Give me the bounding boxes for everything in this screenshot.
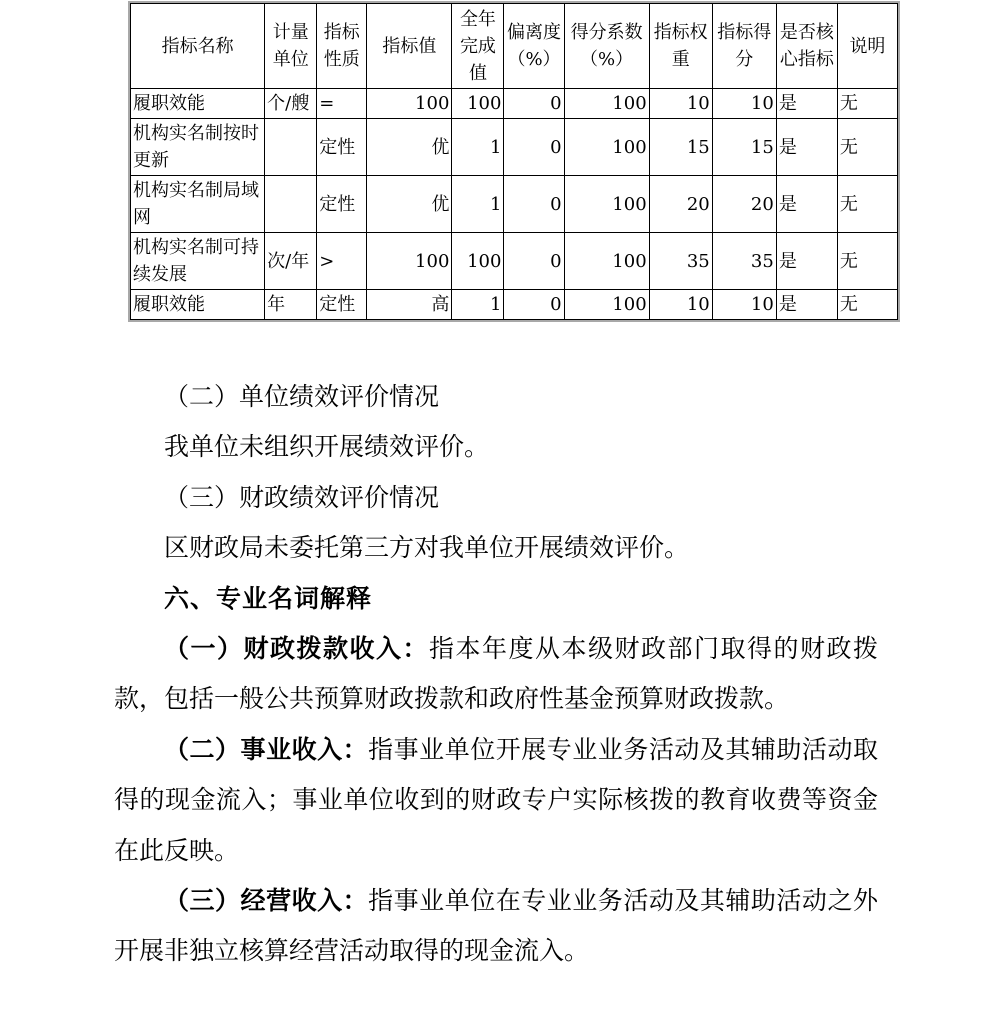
- table-row: [131, 233, 898, 290]
- table-cell: 无: [837, 233, 897, 290]
- table-cell: 100: [564, 290, 649, 320]
- table-row: [131, 89, 898, 119]
- table-cell: 0: [504, 233, 564, 290]
- column-header: 指标权重: [649, 4, 712, 89]
- table-cell: 100: [367, 233, 452, 290]
- table-cell: >: [317, 233, 367, 290]
- table-cell: 履职效能: [131, 89, 265, 119]
- table-cell: 15: [712, 119, 776, 176]
- paragraph-fiscal-eval: 区财政局未委托第三方对我单位开展绩效评价。: [164, 533, 690, 563]
- table-cell: 35: [649, 233, 712, 290]
- table-cell: 35: [712, 233, 776, 290]
- table-cell: 高: [367, 290, 452, 320]
- table-cell: 年: [265, 290, 317, 320]
- column-header: 得分系数（%）: [564, 4, 649, 89]
- table-cell: 定性: [317, 290, 367, 320]
- table-cell: 20: [712, 176, 776, 233]
- column-header: 计量单位: [265, 4, 317, 89]
- table-cell: 0: [504, 89, 564, 119]
- table-cell: 是: [776, 290, 837, 320]
- table-cell: 履职效能: [131, 290, 265, 320]
- table-cell: [265, 176, 317, 233]
- table-cell: 无: [837, 290, 897, 320]
- table-cell: 是: [776, 233, 837, 290]
- glossary-term: （二）事业收入：: [164, 734, 369, 764]
- glossary-definition: 指本年度从本级财政部门取得的财政拨款，包括一般公共预算财政拨款和政府性基金预算财政拨款。: [114, 634, 878, 714]
- table-cell: 100: [564, 233, 649, 290]
- table-row: [131, 176, 898, 233]
- table-cell: 10: [712, 89, 776, 119]
- table-cell: 1: [452, 290, 504, 320]
- table-cell: 100: [452, 233, 504, 290]
- table-cell: 机构实名制可持续发展: [131, 233, 265, 290]
- table-cell: 1: [452, 176, 504, 233]
- glossary-definition: 指事业单位在专业业务活动及其辅助活动之外开展非独立核算经营活动取得的现金流入。: [114, 886, 878, 966]
- table-cell: 20: [649, 176, 712, 233]
- column-header: 是否核心指标: [776, 4, 837, 89]
- column-header: 指标名称: [131, 4, 265, 89]
- glossary-term: （三）经营收入：: [164, 886, 369, 916]
- section-heading-fiscal-eval: （三）财政绩效评价情况: [164, 482, 440, 512]
- document-text: [114, 372, 878, 977]
- glossary-definition: 指事业单位开展专业业务活动及其辅助活动取得的现金流入；事业单位收到的财政专户实际核拨的教育收费等资金在此反映。: [114, 734, 878, 865]
- column-header: 偏离度（%）: [504, 4, 564, 89]
- table-cell: 10: [649, 290, 712, 320]
- column-header: 说明: [837, 4, 897, 89]
- table-cell: 100: [564, 176, 649, 233]
- table-cell: 次/年: [265, 233, 317, 290]
- table-cell: 是: [776, 176, 837, 233]
- column-header: 全年完成值: [452, 4, 504, 89]
- section-heading-glossary: 六、专业名词解释: [164, 583, 373, 613]
- table-cell: 0: [504, 290, 564, 320]
- table-cell: 优: [367, 176, 452, 233]
- glossary-term: （一）财政拨款收入：: [164, 634, 429, 664]
- table-cell: =: [317, 89, 367, 119]
- table-cell: [265, 119, 317, 176]
- column-header: 指标值: [367, 4, 452, 89]
- table-cell: 无: [837, 89, 897, 119]
- column-header: 指标得分: [712, 4, 776, 89]
- table-cell: 优: [367, 119, 452, 176]
- indicator-table-wrap: [128, 1, 900, 322]
- table-row: [131, 119, 898, 176]
- section-heading-unit-eval: （二）单位绩效评价情况: [164, 382, 440, 411]
- table-cell: 15: [649, 119, 712, 176]
- table-cell: 100: [367, 89, 452, 119]
- indicator-table-head: [131, 4, 898, 89]
- table-cell: 定性: [317, 119, 367, 176]
- table-cell: 机构实名制局域网: [131, 176, 265, 233]
- table-cell: 定性: [317, 176, 367, 233]
- column-header: 指标性质: [317, 4, 367, 89]
- table-cell: 0: [504, 176, 564, 233]
- table-row: [131, 290, 898, 320]
- table-cell: 100: [564, 119, 649, 176]
- table-cell: 100: [564, 89, 649, 119]
- table-cell: 0: [504, 119, 564, 176]
- table-cell: 10: [649, 89, 712, 119]
- table-cell: 100: [452, 89, 504, 119]
- table-cell: 无: [837, 119, 897, 176]
- glossary-entry-operating-income: [114, 876, 878, 977]
- glossary-entry-fiscal-appropriation: [114, 624, 878, 725]
- table-cell: 无: [837, 176, 897, 233]
- indicator-table-body: [131, 89, 898, 320]
- table-cell: 10: [712, 290, 776, 320]
- table-cell: 个/艘: [265, 89, 317, 119]
- table-cell: 机构实名制按时更新: [131, 119, 265, 176]
- indicator-table: [130, 3, 898, 320]
- header-row: [131, 4, 898, 89]
- table-cell: 是: [776, 119, 837, 176]
- table-cell: 是: [776, 89, 837, 119]
- table-cell: 1: [452, 119, 504, 176]
- glossary-entry-institution-income: [114, 725, 878, 876]
- paragraph-unit-eval: 我单位未组织开展绩效评价。: [164, 432, 490, 462]
